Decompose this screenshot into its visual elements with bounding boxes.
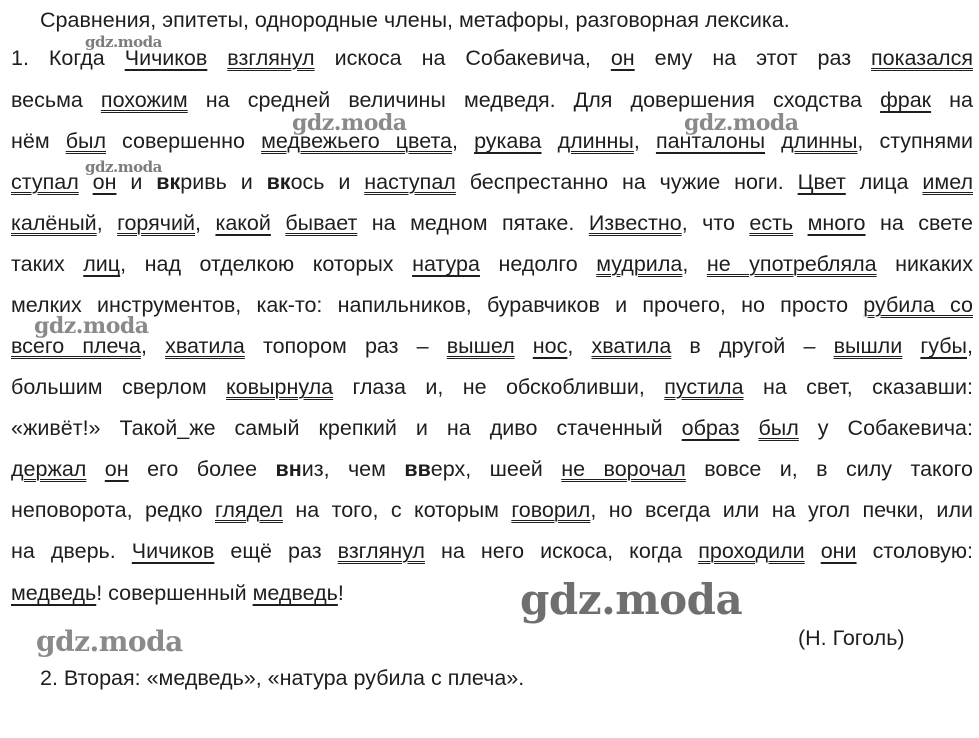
underlined-word: Известно xyxy=(588,211,682,235)
text-segment: , xyxy=(140,334,166,358)
underlined-word: лиц xyxy=(83,252,121,276)
text-segment: на медном пятаке. xyxy=(357,211,589,235)
underlined-word: медведь xyxy=(252,581,338,605)
underlined-word: рубила со xyxy=(863,293,973,317)
text-segment: искоса на Собакевича, xyxy=(314,46,611,70)
underlined-word: фрак xyxy=(880,88,932,112)
text-segment: у Собакевича: xyxy=(798,416,973,440)
text-segment: вн xyxy=(275,457,302,481)
text-segment xyxy=(793,211,807,235)
text-line xyxy=(11,83,973,117)
text-segment xyxy=(739,416,758,440)
text-line xyxy=(11,288,973,322)
underlined-word: калёный xyxy=(11,211,97,235)
watermark: gdz.moda xyxy=(520,575,743,624)
text-segment: , что xyxy=(681,211,750,235)
text-segment: на дверь. xyxy=(11,539,132,563)
text-segment xyxy=(271,211,285,235)
text-segment: , xyxy=(682,252,707,276)
text-segment: ещё раз xyxy=(214,539,338,563)
underlined-word: рукава xyxy=(474,129,542,153)
text-line xyxy=(11,576,973,610)
underlined-word: всего плеча xyxy=(11,334,141,358)
answer-line: 2. Вторая: «медведь», «натура рубила с плеча». xyxy=(40,666,525,690)
underlined-word: глядел xyxy=(215,498,283,522)
text-segment: , xyxy=(195,211,216,235)
underlined-word: Чичиков xyxy=(131,539,215,563)
header-line: Сравнения, эпитеты, однородные члены, метафоры, разговорная лексика. xyxy=(40,8,790,32)
text-segment: , xyxy=(633,129,656,153)
text-line xyxy=(11,247,973,281)
text-segment: столовую: xyxy=(856,539,973,563)
underlined-word: образ xyxy=(681,416,740,440)
underlined-word: говорил xyxy=(511,498,591,522)
underlined-word: мудрила xyxy=(596,252,683,276)
text-line xyxy=(11,411,973,445)
text-segment: на xyxy=(931,88,973,112)
text-segment: беспрестанно на чужие ноги. xyxy=(455,170,798,194)
text-segment: «живёт!» Такой_же самый крепкий и на диво стаченный xyxy=(11,416,682,440)
text-segment: , над отделкою которых xyxy=(120,252,413,276)
underlined-word: медведь xyxy=(11,581,97,605)
underlined-word: Цвет xyxy=(797,170,846,194)
underlined-word: проходили xyxy=(698,539,805,563)
underlined-word: имел xyxy=(922,170,973,194)
text-segment: глаза и, не обскобливши, xyxy=(333,375,665,399)
text-segment xyxy=(902,334,920,358)
text-segment: вв xyxy=(404,457,431,481)
text-segment: 1. Когда xyxy=(11,46,125,70)
text-segment: таких xyxy=(11,252,84,276)
underlined-word: был xyxy=(758,416,799,440)
text-segment: ерх, шеей xyxy=(430,457,562,481)
underlined-word: горячий xyxy=(117,211,196,235)
text-line xyxy=(11,452,973,486)
underlined-word: он xyxy=(92,170,117,194)
text-segment: на свете xyxy=(865,211,973,235)
watermark: gdz.moda xyxy=(684,110,799,136)
text-segment: на средней величины медведя. Для довершения сходства xyxy=(187,88,881,112)
underlined-word: не ворочал xyxy=(561,457,686,481)
underlined-word: они xyxy=(820,539,857,563)
underlined-word: ступал xyxy=(11,170,79,194)
underlined-word: пустила xyxy=(664,375,744,399)
author-credit: (Н. Гоголь) xyxy=(798,626,905,650)
underlined-word: похожим xyxy=(100,88,188,112)
text-line xyxy=(11,124,973,158)
text-line xyxy=(11,206,973,240)
underlined-word: длинны xyxy=(781,129,858,153)
text-segment: ! xyxy=(337,581,344,605)
underlined-word: взглянул xyxy=(227,46,315,70)
text-segment: вк xyxy=(156,170,181,194)
text-segment xyxy=(542,129,558,153)
text-segment: , xyxy=(96,211,118,235)
text-segment xyxy=(86,457,104,481)
underlined-word: есть xyxy=(749,211,794,235)
text-segment xyxy=(515,334,533,358)
text-segment: ось и xyxy=(290,170,365,194)
text-segment: его более xyxy=(128,457,276,481)
text-segment: , xyxy=(567,334,592,358)
text-segment: большим сверлом xyxy=(11,375,227,399)
text-segment xyxy=(207,46,227,70)
text-segment: весьма xyxy=(11,88,101,112)
underlined-word: взглянул xyxy=(337,539,425,563)
underlined-word: медвежьего цвета xyxy=(261,129,453,153)
text-segment: вк xyxy=(266,170,291,194)
underlined-word: хватила xyxy=(165,334,245,358)
text-line xyxy=(11,329,973,363)
text-segment: топором раз – xyxy=(244,334,447,358)
underlined-word: нос xyxy=(532,334,568,358)
text-line xyxy=(11,534,973,568)
underlined-word: панталоны xyxy=(655,129,766,153)
underlined-word: Чичиков xyxy=(124,46,208,70)
text-segment: из, чем xyxy=(301,457,405,481)
text-segment: , но всегда или на угол печки, или xyxy=(590,498,973,522)
underlined-word: хватила xyxy=(591,334,672,358)
text-segment: недолго xyxy=(479,252,597,276)
text-segment: ! совершенный xyxy=(96,581,253,605)
text-segment xyxy=(805,539,821,563)
underlined-word: длинны xyxy=(557,129,634,153)
underlined-word: он xyxy=(610,46,635,70)
underlined-word: губы xyxy=(920,334,967,358)
underlined-word: был xyxy=(65,129,106,153)
text-segment: лица xyxy=(845,170,923,194)
underlined-word: бывает xyxy=(285,211,358,235)
underlined-word: какой xyxy=(215,211,271,235)
text-segment: никаких xyxy=(876,252,974,276)
watermark: gdz.moda xyxy=(34,313,149,339)
underlined-word: натура xyxy=(412,252,480,276)
text-segment: неповорота, редко xyxy=(11,498,215,522)
underlined-word: не употребляла xyxy=(706,252,877,276)
underlined-word: он xyxy=(104,457,129,481)
underlined-word: наступал xyxy=(364,170,456,194)
watermark: gdz.moda xyxy=(292,110,407,136)
text-segment: , xyxy=(452,129,475,153)
text-segment: ривь и xyxy=(180,170,267,194)
watermark: gdz.moda xyxy=(36,625,183,658)
text-segment: нём xyxy=(11,129,66,153)
underlined-word: вышел xyxy=(446,334,515,358)
underlined-word: показался xyxy=(871,46,973,70)
text-segment: на того, с которым xyxy=(282,498,512,522)
text-segment: , xyxy=(967,334,973,358)
underlined-word: вышли xyxy=(833,334,903,358)
text-segment: , ступнями xyxy=(857,129,973,153)
text-line xyxy=(11,370,973,404)
text-segment: на него искоса, когда xyxy=(424,539,699,563)
text-segment: вовсе и, в силу такого xyxy=(685,457,973,481)
text-segment: в другой – xyxy=(671,334,834,358)
underlined-word: ковырнула xyxy=(226,375,334,399)
text-segment: ему на этот раз xyxy=(634,46,872,70)
text-segment: совершенно xyxy=(106,129,262,153)
watermark: gdz.moda xyxy=(85,158,162,176)
underlined-word: держал xyxy=(11,457,87,481)
text-line xyxy=(11,493,973,527)
text-segment: на свет, сказавши: xyxy=(743,375,973,399)
watermark: gdz.moda xyxy=(85,33,162,51)
text-segment: и xyxy=(116,170,157,194)
underlined-word: много xyxy=(807,211,866,235)
text-segment: мелких инструментов, как-то: напильников, буравчиков и прочего, но просто xyxy=(11,293,864,317)
